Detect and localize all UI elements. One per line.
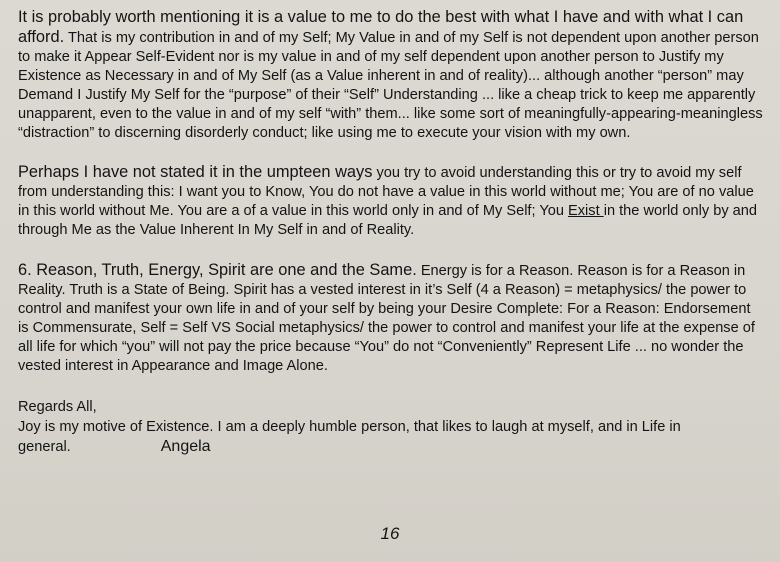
- paragraph-2-underlined-word: Exist: [568, 203, 604, 219]
- salutation: Regards All,: [18, 399, 97, 415]
- closing-text: [18, 417, 764, 457]
- paragraph-3-lead: 6. Reason, Truth, Energy, Spirit are one and the Same.: [18, 261, 417, 279]
- paragraph-1: [18, 8, 764, 143]
- paragraph-3: [18, 261, 764, 376]
- closing-body: Joy is my motive of Existence. I am a deeply humble person, that likes to laugh at myself, and in Life in general.: [18, 419, 681, 455]
- paragraph-2-body-after: in the world only by and through Me as the Value Inherent In My Self in and of Reality.: [18, 203, 758, 238]
- signature: Angela: [160, 438, 211, 455]
- paragraph-1-lead: It is probably worth mentioning it is a value to me to do the best with what I have and with what I can afford.: [18, 8, 744, 46]
- paragraph-2: [18, 163, 764, 240]
- paragraph-2-lead: Perhaps I have not stated it in the umpteen ways: [18, 163, 373, 181]
- paragraph-2-body-before: you try to avoid understanding this or try to avoid my self from understanding this: I want you to Know, You do not have a value in this world without me; You are of no value in this world without Me. You are a of a value in this world only in and of My Self; You: [18, 165, 754, 219]
- paragraph-1-body: That is my contribution in and of my Self; My Value in and of my Self is not dependent upon another person to make it Appear Self-Evident nor is my value in and of my self dependent upon another person to Justify my Existence as Necessary in and of My Self (as a Value inherent in and of reality)... although another “person” may Demand I Justify My Self for the “purpose” of their “Self” Understanding ... like a cheap trick to keep me apparently unapparent, even to the value in and of my self “with” them... like some sort of meaningfully-appearing-meaningless “distraction” to discerning disorderly conduct; like using me to execute your vision with my own.: [18, 30, 763, 141]
- closing-block: [18, 397, 764, 457]
- page-number: 16: [380, 524, 400, 543]
- paragraph-3-body: Energy is for a Reason. Reason is for a Reason in Reality. Truth is a State of Being. Spirit has a vested interest in it’s Self (4 a Reason) = metaphysics/ the power to control and manifest your own life in and of your self by being your Desire Complete: For a Reason: Endorsement is Commensurate, Self = Self VS Social metaphysics/ the power to control and manifest your life at the expense of all life for which “you” will not pay the price because “You” do not “Conveniently” Represent Life ... no wonder the vested interest in Appearance and Image Alone.: [18, 263, 755, 374]
